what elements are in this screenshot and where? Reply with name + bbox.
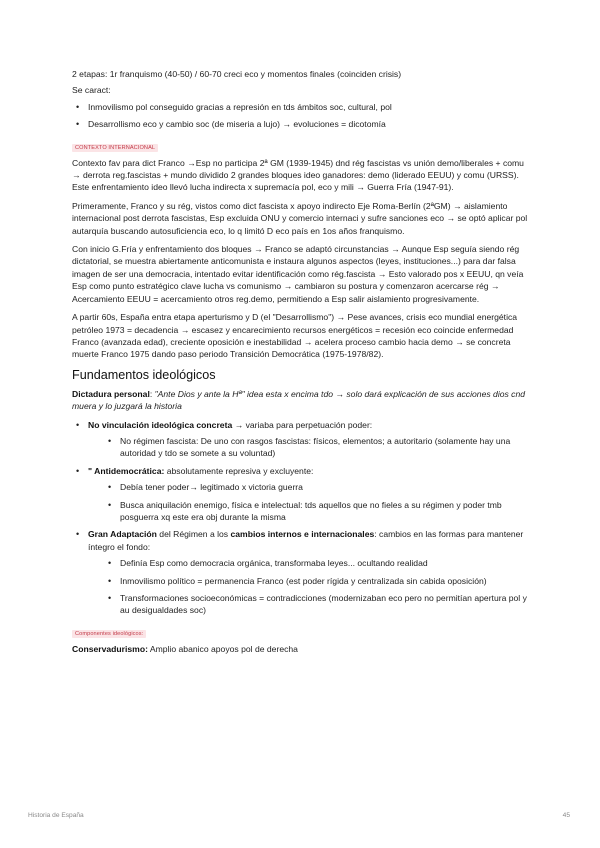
section-heading: Fundamentos ideológicos — [72, 367, 216, 382]
intro-line: 2 etapas: 1r franquismo (40-50) / 60-70 creci eco y momentos finales (coinciden crisis) — [72, 69, 402, 79]
sub-list-item: • Inmovilismo político = permanencia Franco (est poder rígida y centralizada sin cabida oposición) — [88, 575, 534, 587]
list-item — [72, 465, 534, 524]
page-number: 45 — [562, 812, 570, 819]
page-content — [72, 68, 534, 661]
sub-list — [88, 435, 534, 460]
conservadurismo-paragraph — [72, 643, 534, 655]
dictadura-sep: : — [149, 388, 155, 399]
item-text: : cambios en las formas para mantener íntegro el fondo: — [88, 529, 524, 552]
sub-list-item: • Busca aniquilación enemigo, física e intelectual: tds aquellos que no fieles a su régimen y poder tmb posguerra xq este era obj durante la misma — [88, 499, 534, 524]
fundamentos-list — [72, 419, 534, 617]
list-item: • Inmovilismo pol conseguido gracias a represión en tds ámbitos soc, cultural, pol — [72, 101, 534, 113]
footer-title: Historia de España — [28, 812, 84, 819]
item-bold: Gran Adaptación — [88, 529, 157, 540]
item-bold: No vinculación ideológica concreta — [88, 419, 233, 430]
item-text: → variaba para perpetuación poder: — [232, 419, 373, 430]
paragraph: A partir 60s, España entra etapa aperturismo y D (el "Desarrollismo") → Pese avances, crisis eco mundial energética petróleo 1973 = decadencia → escasez y encarecimiento recursos energéticos = recesión eco coincide enfermedad Franco (avanzada edad), creciente oposición e inestabilidad → acelera proceso cambio hacia demo → se concreta muerte Franco 1975 dando paso periodo Transición Democrática (1975-1978/82). — [72, 312, 518, 360]
sub-list — [88, 481, 534, 523]
intro-subhead: Se caract: — [72, 85, 111, 96]
paragraph: Primeramente, Franco y su rég, vistos como dict fascista x apoyo indirecto Eje Roma-Berlín (2ªGM) → aislamiento internacional post derrota fascistas, Esp excluida ONU y comercio internaci y sufre sanciones eco → se optó aplicar pol autarquía buscando autosuficiencia eco, lo q limitó D eco país en 1os años franquismo. — [72, 200, 528, 236]
list-item — [72, 419, 534, 460]
item-bold: cambios internos e internacionales — [230, 529, 375, 540]
list-item: • Desarrollismo eco y cambio soc (de miseria a lujo) → evoluciones = dicotomía — [72, 118, 534, 130]
dictadura-label: Dictadura personal — [72, 388, 150, 399]
section-tag-context: CONTEXTO INTERNACIONAL — [72, 144, 158, 152]
list-item — [72, 528, 534, 616]
sub-list-item: • Debía tener poder→ legitimado x victoria guerra — [88, 481, 534, 493]
dictadura-quote: "Ante Dios y ante la Hª" idea esta x encima tdo → solo dará explicación de sus acciones dios cnd muera y lo juzgará la historia — [72, 388, 526, 412]
item-text: absolutamente represiva y excluyente: — [164, 465, 314, 476]
dictadura-paragraph — [72, 388, 534, 413]
item-text: del Régimen a los — [156, 529, 231, 540]
sub-list-item: • No régimen fascista: De uno con rasgos fascistas: físicos, elementos; a autoritario (solamente hay una autoridad y tdo se somete a su voluntad) — [88, 435, 534, 460]
conservadurismo-label: Conservadurismo: — [72, 643, 148, 654]
sub-list-item: • Definía Esp como democracia orgánica, transformaba leyes... ocultando realidad — [88, 557, 534, 569]
conservadurismo-text: Amplio abanico apoyos pol de derecha — [147, 643, 298, 654]
intro-list — [72, 101, 534, 131]
item-bold: " Antidemocrática: — [88, 465, 165, 476]
section-tag-components: Componentes ideológicos: — [72, 630, 146, 638]
sub-list-item: • Transformaciones socioeconómicas = contradicciones (modernizaban eco pero no permitían apertura pol y au desigualdades soc) — [88, 592, 534, 617]
sub-list — [88, 557, 534, 617]
paragraph: Con inicio G.Fría y enfrentamiento dos bloques → Franco se adaptó circunstancias → Aunque Esp seguía siendo rég dictatorial, se muestra abiertamente anticomunista e instaura algunos aspectos (leyes, instituciones...) para dar falsa imagen de ser una democracia, intentado evitar identificación como rég.fascista → Esto valorado pos x EEUU, qn veía Esp como punto estratégico clave lucha vs comunismo → cambiaron su postura y comenzaron acercarse rég → Acercamiento EEUU = acercamiento otros reg.demo, permitiendo a Esp salir aislamiento progresivamente. — [72, 244, 524, 304]
paragraph: Contexto fav para dict Franco →Esp no participa 2ª GM (1939-1945) dnd rég fascistas vs unión demo/liberales + comu → derrota reg.fascistas + mundo dividido 2 grandes bloques ideo ganadores: demo (liderado EEUU) y comu (URSS). Este enfrentamiento ideo llevó lucha indirecta x supremacía pol, eco y mili → Guerra Fría (1947-91). — [72, 157, 524, 193]
